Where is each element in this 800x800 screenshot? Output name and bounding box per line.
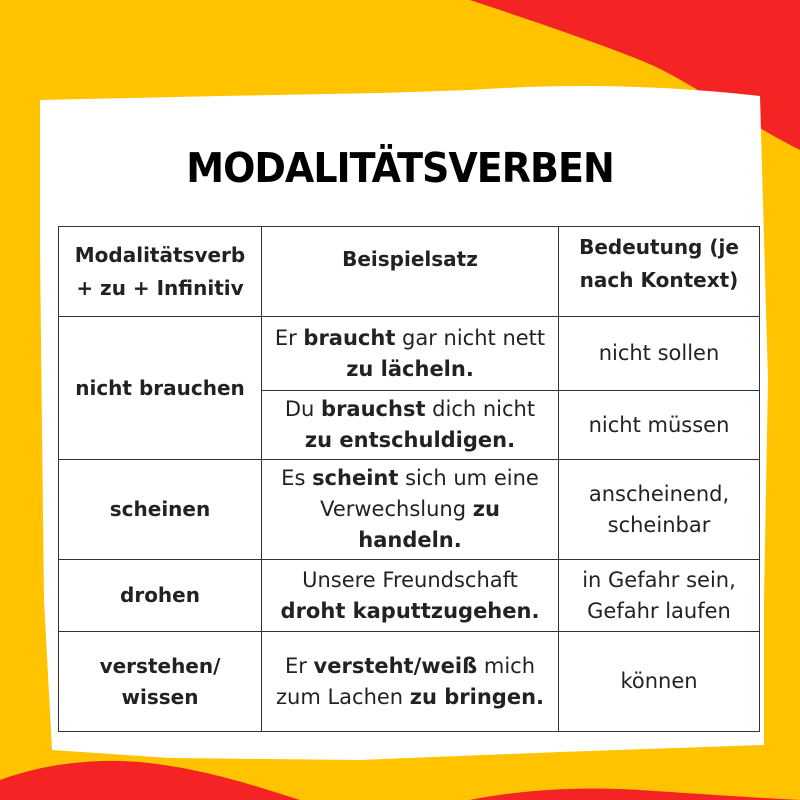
header-example-label: Beispielsatz	[342, 247, 478, 271]
table-row	[59, 317, 760, 391]
table-header-row	[59, 227, 760, 317]
example-cell: Er braucht gar nicht nett zu lächeln.	[262, 317, 559, 391]
verb-table	[58, 226, 760, 732]
header-verb: Modalitätsverb + zu + Infinitiv	[59, 227, 262, 317]
meaning-cell: nicht sollen	[559, 317, 760, 391]
meaning-cell: anscheinend, scheinbar	[559, 460, 760, 560]
meaning-cell: nicht müssen	[559, 391, 760, 460]
page-title: MODALITÄTSVERBEN	[186, 144, 614, 192]
verb-cell: scheinen	[59, 460, 262, 560]
example-cell: Du brauchst dich nicht zu entschuldigen.	[262, 391, 559, 460]
header-example	[262, 227, 559, 317]
header-meaning	[559, 227, 760, 317]
verb-cell: drohen	[59, 560, 262, 632]
example-cell: Er versteht/weiß mich zum Lachen zu bringen.	[262, 632, 559, 732]
table-row	[59, 560, 760, 632]
verb-cell: nicht brauchen	[59, 317, 262, 460]
table-row	[59, 632, 760, 732]
example-cell: Es scheint sich um eine Verwechslung zu handeln.	[262, 460, 559, 560]
header-meaning-label: Bedeutung (je nach Kontext)	[579, 234, 739, 292]
verb-cell: verstehen/ wissen	[59, 632, 262, 732]
example-cell: Unsere Freundschaft droht kaputtzugehen.	[262, 560, 559, 632]
meaning-cell: in Gefahr sein, Gefahr laufen	[559, 560, 760, 632]
table-row	[59, 460, 760, 560]
meaning-cell: können	[559, 632, 760, 732]
